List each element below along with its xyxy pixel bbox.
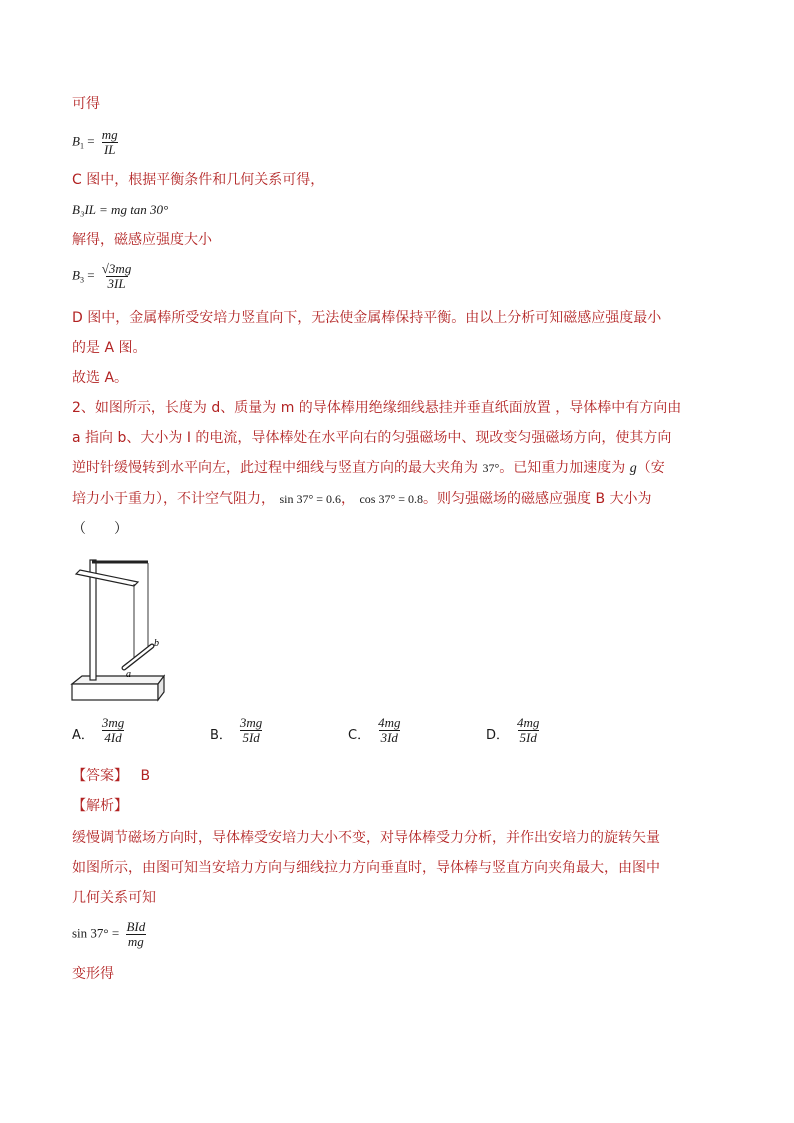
answer-row: [72, 766, 150, 786]
b3-denominator: 3IL: [107, 276, 126, 291]
sin-fraction: [124, 920, 147, 949]
text-c-intro: C 图中，根据平衡条件和几何关系可得，: [72, 172, 325, 188]
option-d-denominator: 5Id: [519, 730, 537, 745]
b3-numerator: √3mg: [101, 261, 132, 276]
analysis-line-1: 缓慢调节磁场方向时，导体棒受安培力大小不变，对导体棒受力分析，并作出安培力的旋转矢量: [72, 830, 660, 846]
option-a[interactable]: [72, 716, 128, 745]
option-c[interactable]: [348, 716, 404, 745]
option-c-fraction: [376, 716, 402, 745]
option-a-denominator: 4Id: [104, 730, 122, 745]
option-a-numerator: 3mg: [101, 715, 125, 730]
analysis-label: 【解析】: [72, 798, 128, 814]
question-line-3-c: （安: [636, 460, 665, 476]
option-b-fraction: [238, 716, 264, 745]
option-d[interactable]: [486, 716, 543, 745]
apparatus-figure: [68, 556, 178, 706]
option-a-letter: A．: [72, 728, 94, 743]
text-bianxing: 变形得: [72, 966, 114, 982]
label-a: a: [126, 669, 131, 680]
b3-equals: =: [87, 267, 95, 283]
b1-subscript: 1: [79, 141, 84, 151]
b1-denominator: IL: [103, 142, 116, 157]
question-paren: （ ）: [72, 521, 128, 537]
sin-numerator: BId: [126, 919, 146, 934]
stand-base-front: [72, 684, 158, 700]
answer-value: B: [140, 768, 151, 784]
question-line-1: 2、如图所示，长度为 d、质量为 m 的导体棒用绝缘细线悬挂并垂直纸面放置 ，导体棒中有方向由: [72, 400, 682, 416]
b1-numerator: mg: [101, 127, 118, 142]
stand-cross-arm: [76, 570, 138, 586]
question-separator: ，: [341, 491, 356, 507]
option-a-fraction: [100, 716, 126, 745]
question-line-2: a 指向 b、大小为 I 的电流，导体棒处在水平向右的匀强磁场中、现改变匀强磁场方向，使其方向: [72, 430, 672, 446]
stand-base-top: [72, 676, 164, 684]
formula-sin: [72, 920, 149, 949]
question-line-4-b: 。则匀强磁场的磁感应强度 B 大小为: [423, 491, 652, 507]
option-b-letter: B．: [210, 728, 232, 743]
b1-fraction: [100, 128, 120, 157]
option-c-denominator: 3Id: [380, 730, 398, 745]
question-line-4: [72, 489, 652, 509]
question-g: g: [629, 461, 637, 476]
formula-b3: [72, 262, 135, 291]
label-b: b: [154, 638, 159, 649]
b3-subscript: 3: [79, 275, 84, 285]
analysis-line-3: 几何关系可知: [72, 890, 156, 906]
b3-symbol: B: [72, 267, 80, 283]
conductor-rod-highlight: [124, 646, 152, 668]
question-sin: sin 37° = 0.6: [279, 492, 342, 506]
question-cos: cos 37° = 0.8: [359, 492, 424, 506]
text-jiede: 解得，磁感应强度大小: [72, 232, 212, 248]
option-b-numerator: 3mg: [239, 715, 263, 730]
question-line-4-a: 培力小于重力），不计空气阻力，: [72, 491, 275, 507]
option-c-letter: C．: [348, 728, 371, 743]
analysis-line-2: 如图所示，由图可知当安培力方向与细线拉力方向垂直时，导体棒与竖直方向夹角最大，由图中: [72, 860, 660, 876]
b3-fraction: [100, 262, 134, 291]
sin-lhs: sin 37° =: [72, 925, 120, 941]
text-choose-a: 故选 A。: [72, 370, 129, 386]
b1-equals: =: [87, 133, 95, 149]
answer-label: 【答案】: [72, 768, 128, 784]
question-line-3-b: 。已知重力加速度为: [499, 460, 626, 476]
text-kede: 可得: [72, 96, 100, 112]
option-b-denominator: 5Id: [242, 730, 260, 745]
formula-b1: [72, 128, 122, 157]
text-d-line2: 的是 A 图。: [72, 340, 147, 356]
question-line-3: [72, 458, 665, 479]
text-d-line1: D 图中，金属棒所受安培力竖直向下，无法使金属棒保持平衡。由以上分析可知磁感应强度最小: [72, 310, 662, 326]
sin-denominator: mg: [127, 934, 144, 949]
option-d-letter: D．: [486, 728, 510, 743]
option-b[interactable]: [210, 716, 266, 745]
formula-b3-equation: B₃IL = mg tan 30°: [72, 202, 169, 217]
option-c-numerator: 4mg: [378, 715, 401, 730]
option-d-fraction: [515, 716, 541, 745]
b1-symbol: B: [72, 133, 80, 149]
question-angle: 37°: [482, 461, 500, 475]
question-line-3-a: 逆时针缓慢转到水平向左，此过程中细线与竖直方向的最大夹角为: [72, 460, 478, 476]
option-d-numerator: 4mg: [517, 715, 540, 730]
